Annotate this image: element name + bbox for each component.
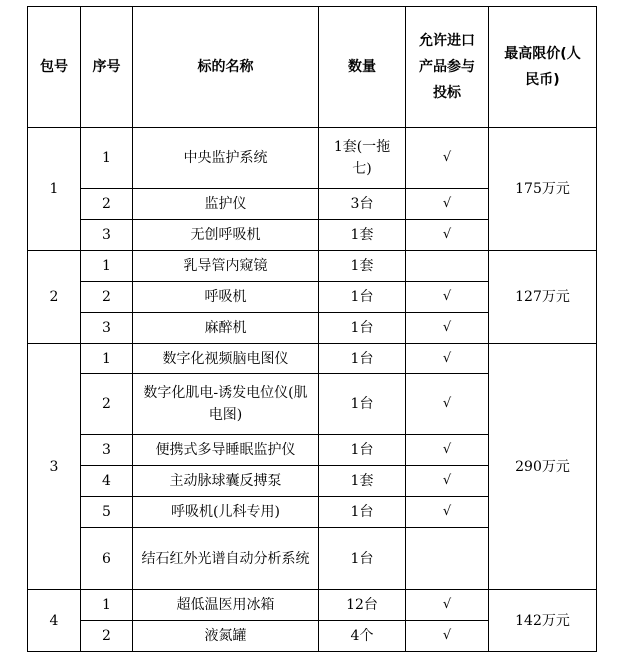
quantity-cell: 12台 [319,590,406,621]
sequence-cell: 5 [81,497,133,528]
price-limit-cell: 127万元 [489,251,597,344]
quantity-cell: 1台 [319,497,406,528]
table-row [28,128,597,189]
sequence-cell: 2 [81,282,133,313]
item-name-cell: 数字化视频脑电图仪 [133,344,319,374]
sequence-cell: 2 [81,189,133,220]
sequence-cell: 2 [81,621,133,652]
package-number-cell: 2 [28,251,81,344]
header-price-limit: 最高限价(人民币) [489,7,597,128]
quantity-cell: 3台 [319,189,406,220]
imported-check-cell [406,251,489,282]
item-name-cell: 麻醉机 [133,313,319,344]
quantity-cell: 1台 [319,435,406,466]
sequence-cell: 2 [81,374,133,435]
price-limit-cell: 142万元 [489,590,597,652]
item-name-cell: 数字化肌电-诱发电位仪(肌电图) [133,374,319,435]
sequence-cell: 4 [81,466,133,497]
item-name-cell: 呼吸机 [133,282,319,313]
item-name-cell: 结石红外光谱自动分析系统 [133,528,319,590]
item-name-cell: 呼吸机(儿科专用) [133,497,319,528]
header-package-number: 包号 [28,7,81,128]
quantity-cell: 4个 [319,621,406,652]
imported-check-cell: √ [406,374,489,435]
item-name-cell: 液氮罐 [133,621,319,652]
item-name-cell: 乳导管内窥镜 [133,251,319,282]
quantity-cell: 1套 [319,251,406,282]
imported-check-cell: √ [406,590,489,621]
header-item-name: 标的名称 [133,7,319,128]
price-limit-cell: 290万元 [489,344,597,590]
imported-check-cell: √ [406,313,489,344]
price-limit-cell: 175万元 [489,128,597,251]
imported-check-cell: √ [406,344,489,374]
package-number-cell: 4 [28,590,81,652]
quantity-cell: 1套(一拖七) [319,128,406,189]
header-imported-allowed: 允许进口产品参与投标 [406,7,489,128]
item-name-cell: 无创呼吸机 [133,220,319,251]
package-number-cell: 1 [28,128,81,251]
item-name-cell: 监护仪 [133,189,319,220]
sequence-cell: 3 [81,435,133,466]
sequence-cell: 1 [81,128,133,189]
package-number-cell: 3 [28,344,81,590]
quantity-cell: 1台 [319,374,406,435]
imported-check-cell: √ [406,128,489,189]
header-sequence-number: 序号 [81,7,133,128]
header-row [28,7,597,128]
header-quantity: 数量 [319,7,406,128]
sequence-cell: 3 [81,220,133,251]
item-name-cell: 中央监护系统 [133,128,319,189]
imported-check-cell: √ [406,497,489,528]
imported-check-cell: √ [406,435,489,466]
imported-check-cell: √ [406,621,489,652]
item-name-cell: 超低温医用冰箱 [133,590,319,621]
item-name-cell: 主动脉球囊反搏泵 [133,466,319,497]
sequence-cell: 1 [81,251,133,282]
sequence-cell: 1 [81,590,133,621]
sequence-cell: 6 [81,528,133,590]
procurement-table [27,6,597,652]
imported-check-cell: √ [406,189,489,220]
quantity-cell: 1台 [319,282,406,313]
table-row [28,251,597,282]
quantity-cell: 1套 [319,220,406,251]
quantity-cell: 1台 [319,344,406,374]
imported-check-cell: √ [406,466,489,497]
item-name-cell: 便携式多导睡眠监护仪 [133,435,319,466]
quantity-cell: 1台 [319,313,406,344]
table-row [28,344,597,374]
quantity-cell: 1台 [319,528,406,590]
sequence-cell: 1 [81,344,133,374]
imported-check-cell: √ [406,282,489,313]
imported-check-cell [406,528,489,590]
imported-check-cell: √ [406,220,489,251]
quantity-cell: 1套 [319,466,406,497]
table-row [28,590,597,621]
sequence-cell: 3 [81,313,133,344]
